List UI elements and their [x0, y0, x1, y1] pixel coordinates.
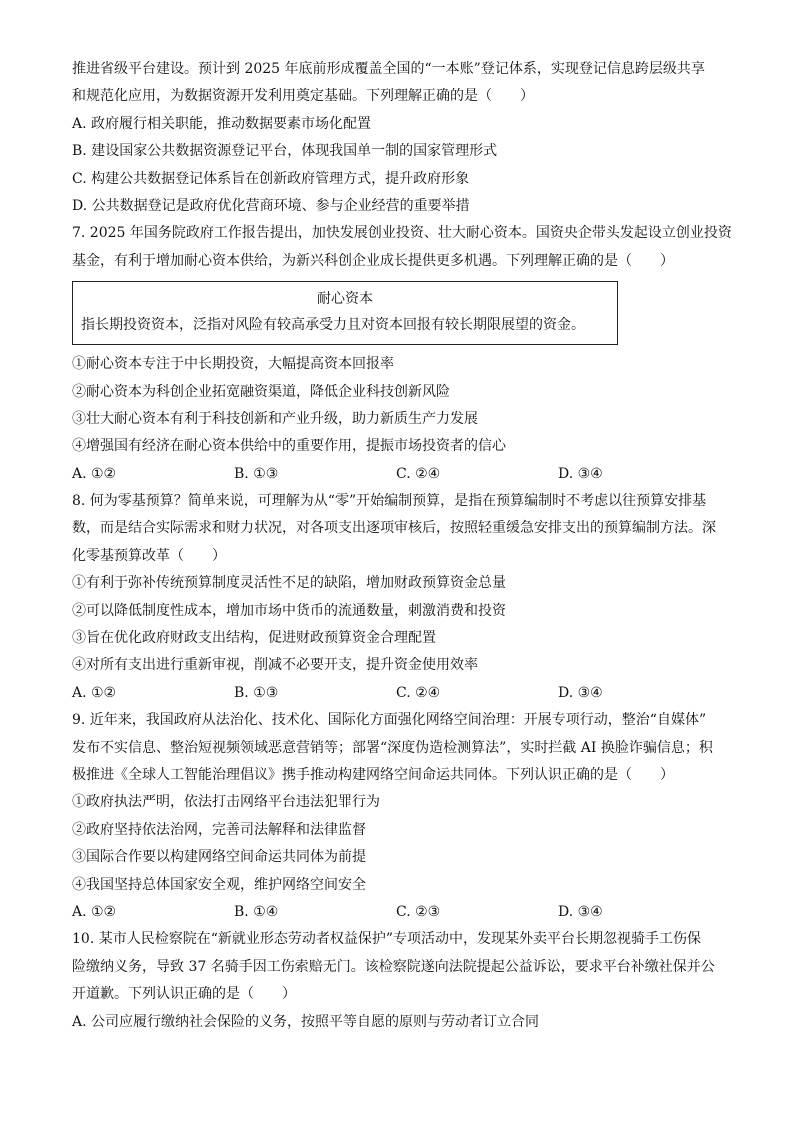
statement-item: ④增强国有经济在耐心资本供给中的重要作用，提振市场投资者的信心	[72, 438, 506, 455]
question-stem-line: 7. 2025 年国务院政府工作报告提出，加快发展创业投资、壮大耐心资本。国资央企带头发起设立创业投资	[72, 225, 732, 242]
statement-item: ②政府坚持依法治网，完善司法解释和法律监督	[72, 821, 366, 838]
answer-choices	[72, 680, 722, 707]
definition-box	[72, 281, 618, 345]
statement-item: ④对所有支出进行重新审视，削减不必要开支，提升资金使用效率	[72, 657, 478, 674]
statement-item: ②耐心资本为科创企业拓宽融资渠道，降低企业科技创新风险	[72, 383, 450, 400]
answer-choice-d: D. ③④	[558, 465, 603, 482]
answer-choice-d: D. ③④	[558, 903, 603, 920]
question-stem-line: 发布不实信息、整治短视频领域恶意营销等；部署“深度伪造检测算法”，实时拦截 AI 换脸诈骗信息；积	[72, 739, 713, 756]
question-9	[72, 707, 722, 926]
statement-item: ①耐心资本专注于中长期投资，大幅提高资本回报率	[72, 356, 394, 373]
question-stem-line: 险缴纳义务，导致 37 名骑手因工伤索赔无门。该检察院遂向法院提起公益诉讼，要求平台补缴社保并公	[72, 958, 715, 975]
statement-item: ③壮大耐心资本有利于科技创新和产业升级，助力新质生产力发展	[72, 410, 478, 427]
statement-item: ②可以降低制度性成本，增加市场中货币的流通数量，刺激消费和投资	[72, 602, 506, 619]
answer-choice-b: B. ①④	[234, 903, 279, 920]
question-stem-line: 推进省级平台建设。预计到 2025 年底前形成覆盖全国的“一本账”登记体系，实现登记信息跨层级共享	[72, 61, 705, 77]
answer-choices	[72, 461, 722, 488]
question-stem-line: 开道歉。下列认识正确的是（ ）	[72, 986, 296, 1003]
statement-item: ③国际合作要以构建网络空间命运共同体为前提	[72, 849, 366, 866]
exam-page	[72, 56, 732, 1036]
statement-item: ①政府执法严明，依法打击网络平台违法犯罪行为	[72, 794, 380, 811]
answer-option-c: C. 构建公共数据登记体系旨在创新政府管理方式，提升政府形象	[72, 170, 470, 187]
answer-choice-c: C. ②③	[396, 903, 441, 920]
answer-option-b: B. 建设国家公共数据资源登记平台，体现我国单一制的国家管理形式	[72, 143, 498, 160]
question-6	[72, 56, 722, 220]
definition-box-title: 耐心资本	[317, 291, 373, 308]
question-stem-line: 数，而是结合实际需求和财力状况，对各项支出逐项审核后，按照轻重缓急安排支出的预算编制方法。深	[72, 520, 716, 537]
statement-item: ④我国坚持总体国家安全观，维护网络空间安全	[72, 876, 366, 893]
answer-choice-d: D. ③④	[558, 684, 603, 701]
question-8	[72, 488, 722, 707]
question-stem-line: 8. 何为零基预算？简单来说，可理解为从“零”开始编制预算，是指在预算编制时不考虑以往预算安排基	[72, 493, 707, 510]
question-7	[72, 220, 732, 488]
answer-choice-a: A. ①②	[72, 684, 117, 701]
definition-box-text: 指长期投资资本，泛指对风险有较高承受力且对资本回报有较长期限展望的资金。	[81, 317, 585, 334]
answer-option-a: A. 公司应履行缴纳社会保险的义务，按照平等自愿的原则与劳动者订立合同	[72, 1013, 540, 1030]
answer-choice-c: C. ②④	[396, 465, 441, 482]
answer-choices	[72, 899, 722, 926]
question-stem-line: 10. 某市人民检察院在“新就业形态劳动者权益保护”专项活动中，发现某外卖平台长期忽视骑手工伤保	[72, 931, 702, 948]
statement-item: ①有利于弥补传统预算制度灵活性不足的缺陷，增加财政预算资金总量	[72, 575, 506, 592]
answer-choice-b: B. ①③	[234, 465, 279, 482]
question-stem-line: 9. 近年来，我国政府从法治化、技术化、国际化方面强化网络空间治理：开展专项行动，整治“自媒体”	[72, 712, 707, 729]
answer-choice-c: C. ②④	[396, 684, 441, 701]
statement-item: ③旨在优化政府财政支出结构，促进财政预算资金合理配置	[72, 630, 436, 647]
answer-choice-a: A. ①②	[72, 903, 117, 920]
answer-choice-a: A. ①②	[72, 465, 117, 482]
question-stem-line: 和规范化应用，为数据资源开发利用奠定基础。下列理解正确的是（ ）	[72, 88, 534, 105]
answer-choice-b: B. ①③	[234, 684, 279, 701]
question-stem-line: 基金，有利于增加耐心资本供给，为新兴科创企业成长提供更多机遇。下列理解正确的是（ ）	[72, 252, 674, 269]
question-stem-line: 极推进《全球人工智能治理倡议》携手推动构建网络空间命运共同体。下列认识正确的是（ ）	[72, 766, 674, 783]
answer-option-d: D. 公共数据登记是政府优化营商环境、参与企业经营的重要举措	[72, 197, 470, 214]
answer-option-a: A. 政府履行相关职能，推动数据要素市场化配置	[72, 115, 372, 132]
question-10	[72, 926, 722, 1036]
question-stem-line: 化零基预算改革（ ）	[72, 547, 226, 564]
